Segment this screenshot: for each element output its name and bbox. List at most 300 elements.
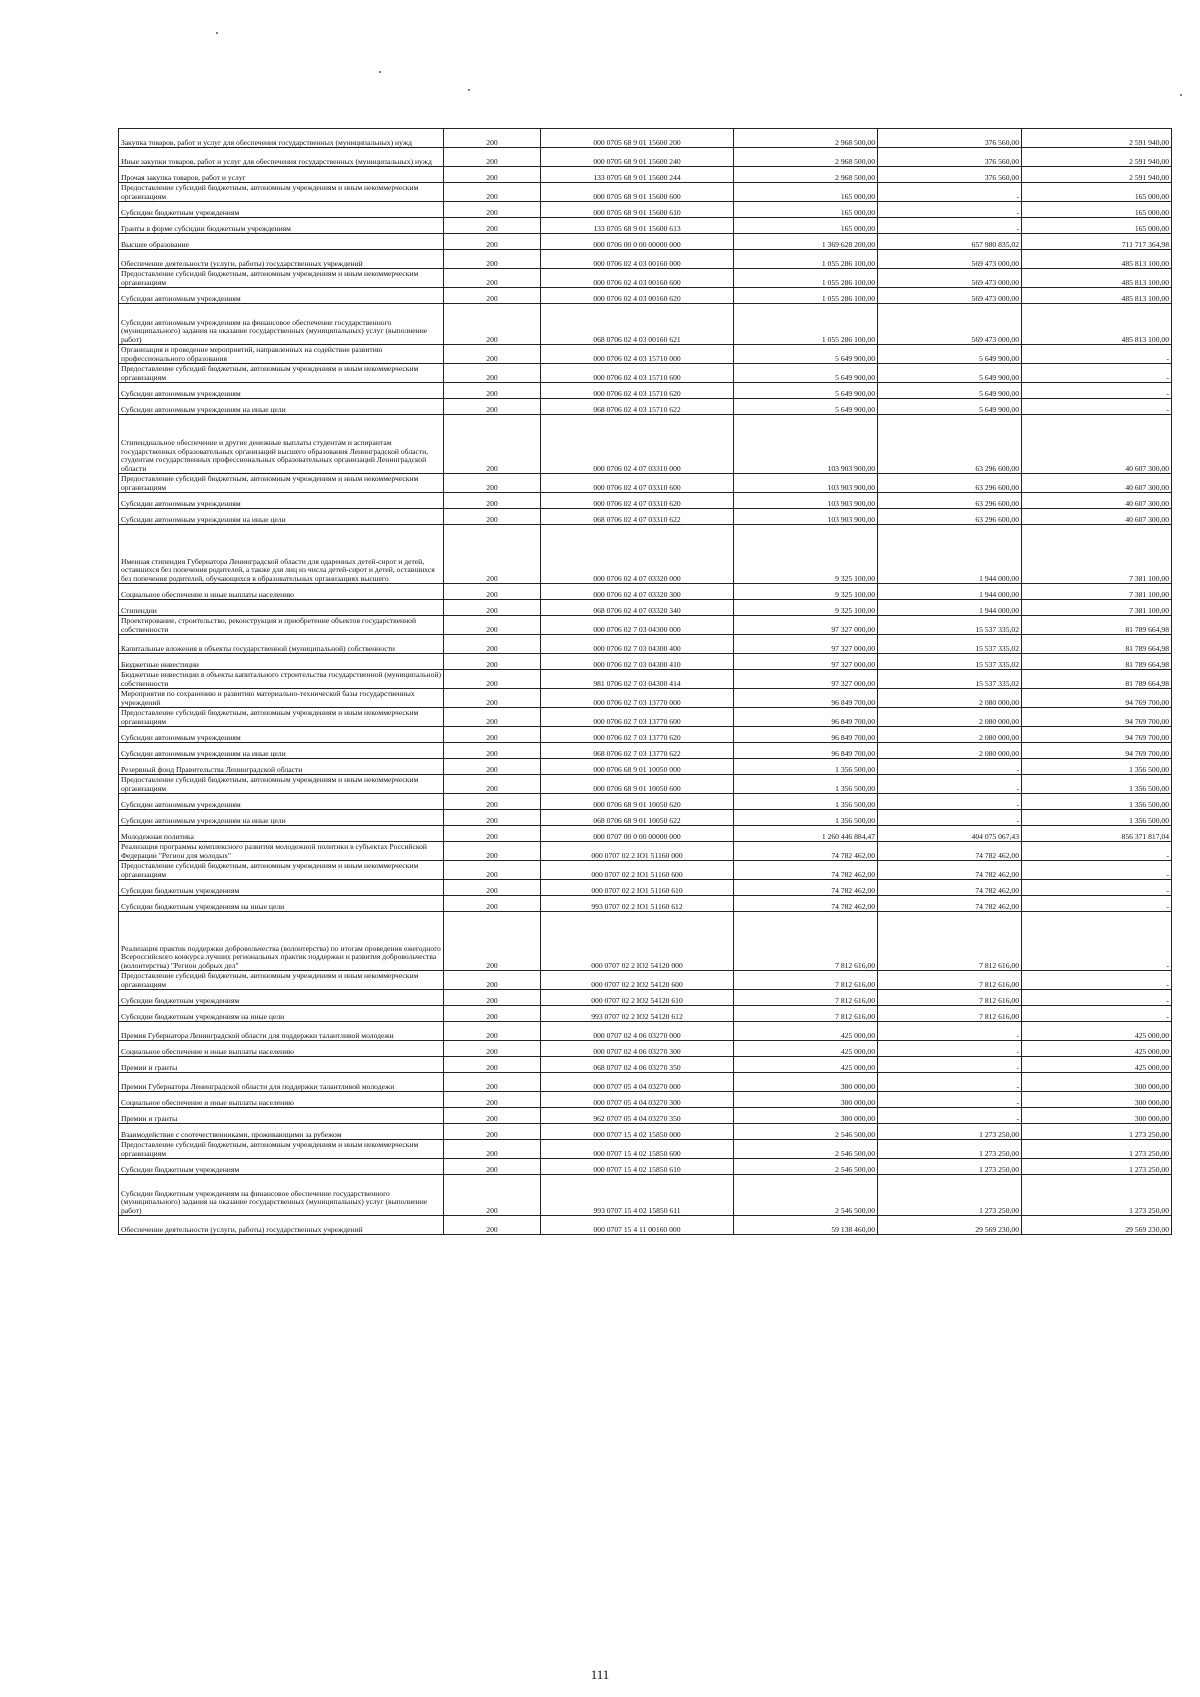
table-row [119, 383, 1172, 399]
row-remaining-cell: 81 789 664,98 [1022, 654, 1172, 670]
row-line-code-cell: 200 [444, 509, 541, 525]
row-remaining-cell: - [1022, 990, 1172, 1006]
table-row [119, 148, 1172, 167]
row-remaining-cell: - [1022, 971, 1172, 990]
table-row [119, 1022, 1172, 1041]
row-name-cell: Премии и гранты [119, 1108, 444, 1124]
row-line-code-cell: 200 [444, 364, 541, 383]
row-name-cell: Предоставление субсидий бюджетным, автономным учреждениям и иным некоммерческим организациям [119, 364, 444, 383]
row-approved-cell: 7 812 616,00 [734, 990, 878, 1006]
row-line-code-cell: 200 [444, 1175, 541, 1216]
row-name-cell: Субсидии автономным учреждениям [119, 383, 444, 399]
table-row [119, 364, 1172, 383]
table-row [119, 708, 1172, 727]
row-budget-code-cell: 000 0706 02 7 03 04300 410 [541, 654, 734, 670]
row-name-cell: Премии Губернатора Ленинградской области для поддержки талантливой молодежи [119, 1073, 444, 1092]
row-approved-cell: 165 000,00 [734, 183, 878, 202]
row-name-cell: Гранты в форме субсидии бюджетным учреждениям [119, 218, 444, 234]
row-approved-cell: 7 812 616,00 [734, 971, 878, 990]
row-executed-cell: 404 075 067,43 [878, 826, 1022, 842]
row-line-code-cell: 200 [444, 183, 541, 202]
row-budget-code-cell: 993 0707 15 4 02 15850 611 [541, 1175, 734, 1216]
row-name-cell: Капитальные вложения в объекты государственной (муниципальной) собственности [119, 635, 444, 654]
row-name-cell: Субсидии бюджетным учреждениям на иные цели [119, 896, 444, 912]
row-executed-cell: 2 080 000,00 [878, 708, 1022, 727]
row-budget-code-cell: 068 0706 02 4 03 00160 621 [541, 304, 734, 345]
row-approved-cell: 7 812 616,00 [734, 912, 878, 971]
row-approved-cell: 1 356 500,00 [734, 759, 878, 775]
row-budget-code-cell: 000 0706 02 7 03 13770 000 [541, 689, 734, 708]
row-approved-cell: 1 055 286 100,00 [734, 269, 878, 288]
row-executed-cell: 5 649 900,00 [878, 383, 1022, 399]
row-name-cell: Субсидии бюджетным учреждениям на финансовое обеспечение государственного (муниципального) задания на оказание государственных (муниципальных) услуг (выполнение работ) [119, 1175, 444, 1216]
row-approved-cell: 2 546 500,00 [734, 1124, 878, 1140]
row-name-cell: Социальное обеспечение и иные выплаты населению [119, 584, 444, 600]
row-executed-cell: - [878, 759, 1022, 775]
row-budget-code-cell: 000 0706 02 4 07 03320 300 [541, 584, 734, 600]
row-approved-cell: 300 000,00 [734, 1092, 878, 1108]
row-name-cell: Закупка товаров, работ и услуг для обеспечения государственных (муниципальных) нужд [119, 129, 444, 148]
row-approved-cell: 2 546 500,00 [734, 1175, 878, 1216]
row-line-code-cell: 200 [444, 1092, 541, 1108]
row-executed-cell: 1 273 250,00 [878, 1175, 1022, 1216]
row-line-code-cell: 200 [444, 1159, 541, 1175]
row-remaining-cell: 29 569 230,00 [1022, 1216, 1172, 1235]
row-line-code-cell: 200 [444, 1041, 541, 1057]
row-budget-code-cell: 000 0707 05 4 04 03270 000 [541, 1073, 734, 1092]
row-budget-code-cell: 068 0706 02 4 07 03320 340 [541, 600, 734, 616]
row-budget-code-cell: 000 0706 00 0 00 00000 000 [541, 234, 734, 250]
row-executed-cell: 15 537 335,02 [878, 654, 1022, 670]
table-row [119, 861, 1172, 880]
row-budget-code-cell: 000 0706 02 4 03 15710 000 [541, 345, 734, 364]
row-name-cell: Субсидии автономным учреждениям на иные цели [119, 399, 444, 415]
row-line-code-cell: 200 [444, 383, 541, 399]
table-row [119, 1006, 1172, 1022]
row-executed-cell: 15 537 335,02 [878, 670, 1022, 689]
row-remaining-cell: 485 813 100,00 [1022, 288, 1172, 304]
row-remaining-cell: 1 273 250,00 [1022, 1124, 1172, 1140]
row-name-cell: Предоставление субсидий бюджетным, автономным учреждениям и иным некоммерческим организациям [119, 1140, 444, 1159]
row-line-code-cell: 200 [444, 1073, 541, 1092]
row-remaining-cell: 1 356 500,00 [1022, 775, 1172, 794]
row-line-code-cell: 200 [444, 584, 541, 600]
row-name-cell: Проектирование, строительство, реконструкция и приобретение объектов государственной собственности [119, 616, 444, 635]
row-budget-code-cell: 000 0707 02 2 IO1 51160 600 [541, 861, 734, 880]
row-executed-cell: 2 080 000,00 [878, 743, 1022, 759]
page-number: 111 [590, 1667, 610, 1682]
table-row [119, 912, 1172, 971]
row-remaining-cell: 2 591 940,00 [1022, 167, 1172, 183]
table-row [119, 525, 1172, 584]
row-remaining-cell: 425 000,00 [1022, 1022, 1172, 1041]
row-executed-cell: 63 296 600,00 [878, 474, 1022, 493]
row-name-cell: Бюджетные инвестиции [119, 654, 444, 670]
row-name-cell: Предоставление субсидий бюджетным, автономным учреждениям и иным некоммерческим организациям [119, 183, 444, 202]
table-row [119, 129, 1172, 148]
row-name-cell: Организация и проведение мероприятий, направленных на содействие развитию профессионального образования [119, 345, 444, 364]
table-row [119, 288, 1172, 304]
row-budget-code-cell: 000 0707 02 2 IO2 54120 610 [541, 990, 734, 1006]
row-budget-code-cell: 962 0707 05 4 04 03270 350 [541, 1108, 734, 1124]
table-row [119, 689, 1172, 708]
row-budget-code-cell: 000 0706 02 4 07 03310 000 [541, 415, 734, 474]
row-executed-cell: 15 537 335,02 [878, 616, 1022, 635]
row-approved-cell: 5 649 900,00 [734, 364, 878, 383]
row-budget-code-cell: 133 0705 68 9 01 15600 613 [541, 218, 734, 234]
row-executed-cell: 1 944 000,00 [878, 584, 1022, 600]
row-budget-code-cell: 000 0706 02 4 07 03310 600 [541, 474, 734, 493]
row-approved-cell: 1 260 446 884,47 [734, 826, 878, 842]
row-line-code-cell: 200 [444, 129, 541, 148]
row-budget-code-cell: 000 0706 02 4 07 03320 000 [541, 525, 734, 584]
row-name-cell: Субсидии бюджетным учреждениям на иные цели [119, 1006, 444, 1022]
row-executed-cell: 5 649 900,00 [878, 399, 1022, 415]
table-row [119, 345, 1172, 364]
row-budget-code-cell: 000 0707 00 0 00 00000 000 [541, 826, 734, 842]
row-remaining-cell: 40 607 300,00 [1022, 509, 1172, 525]
table-row [119, 167, 1172, 183]
row-executed-cell: - [878, 1108, 1022, 1124]
row-approved-cell: 96 849 700,00 [734, 727, 878, 743]
table-row [119, 269, 1172, 288]
row-budget-code-cell: 000 0707 02 2 IO2 54120 000 [541, 912, 734, 971]
row-executed-cell: 63 296 600,00 [878, 415, 1022, 474]
row-executed-cell: 569 473 000,00 [878, 250, 1022, 269]
scan-speck [216, 32, 218, 34]
row-line-code-cell: 200 [444, 743, 541, 759]
row-line-code-cell: 200 [444, 1140, 541, 1159]
row-remaining-cell: 425 000,00 [1022, 1041, 1172, 1057]
row-line-code-cell: 200 [444, 218, 541, 234]
row-line-code-cell: 200 [444, 654, 541, 670]
row-remaining-cell: - [1022, 364, 1172, 383]
row-executed-cell: 1 273 250,00 [878, 1124, 1022, 1140]
table-row [119, 759, 1172, 775]
row-line-code-cell: 200 [444, 971, 541, 990]
row-executed-cell: 63 296 600,00 [878, 509, 1022, 525]
row-remaining-cell: 165 000,00 [1022, 183, 1172, 202]
row-executed-cell: 5 649 900,00 [878, 364, 1022, 383]
row-executed-cell: - [878, 810, 1022, 826]
row-budget-code-cell: 000 0706 68 9 01 10050 600 [541, 775, 734, 794]
row-remaining-cell: 40 607 300,00 [1022, 493, 1172, 509]
row-budget-code-cell: 000 0706 02 4 03 00160 620 [541, 288, 734, 304]
row-remaining-cell: 2 591 940,00 [1022, 129, 1172, 148]
row-executed-cell: - [878, 202, 1022, 218]
row-line-code-cell: 200 [444, 775, 541, 794]
table-row [119, 880, 1172, 896]
table-row [119, 250, 1172, 269]
row-approved-cell: 96 849 700,00 [734, 743, 878, 759]
row-line-code-cell: 200 [444, 727, 541, 743]
scan-speck [379, 71, 381, 73]
row-name-cell: Стипендии [119, 600, 444, 616]
row-budget-code-cell: 000 0707 02 2 IO1 51160 610 [541, 880, 734, 896]
row-executed-cell: - [878, 1073, 1022, 1092]
row-remaining-cell: 1 356 500,00 [1022, 810, 1172, 826]
table-row [119, 727, 1172, 743]
row-remaining-cell: - [1022, 842, 1172, 861]
row-approved-cell: 165 000,00 [734, 202, 878, 218]
row-executed-cell: 74 782 462,00 [878, 861, 1022, 880]
row-remaining-cell: 94 769 700,00 [1022, 727, 1172, 743]
row-name-cell: Взаимодействие с соотечественниками, проживающими за рубежом [119, 1124, 444, 1140]
row-remaining-cell: 1 356 500,00 [1022, 759, 1172, 775]
row-budget-code-cell: 000 0705 68 9 01 15600 610 [541, 202, 734, 218]
row-line-code-cell: 200 [444, 415, 541, 474]
table-row [119, 743, 1172, 759]
row-executed-cell: 1 944 000,00 [878, 600, 1022, 616]
row-line-code-cell: 200 [444, 912, 541, 971]
table-row [119, 493, 1172, 509]
table-row [119, 474, 1172, 493]
table-row [119, 654, 1172, 670]
row-remaining-cell: 94 769 700,00 [1022, 743, 1172, 759]
scan-speck [1180, 94, 1182, 96]
row-remaining-cell: - [1022, 383, 1172, 399]
row-budget-code-cell: 000 0706 02 4 03 15710 620 [541, 383, 734, 399]
row-line-code-cell: 200 [444, 525, 541, 584]
row-line-code-cell: 200 [444, 345, 541, 364]
row-budget-code-cell: 000 0707 02 4 06 03270 300 [541, 1041, 734, 1057]
row-approved-cell: 96 849 700,00 [734, 689, 878, 708]
row-line-code-cell: 200 [444, 896, 541, 912]
row-remaining-cell: 7 381 100,00 [1022, 525, 1172, 584]
row-line-code-cell: 200 [444, 810, 541, 826]
row-executed-cell: - [878, 1057, 1022, 1073]
row-executed-cell: 7 812 616,00 [878, 990, 1022, 1006]
table-row [119, 1057, 1172, 1073]
row-remaining-cell: 94 769 700,00 [1022, 708, 1172, 727]
row-approved-cell: 74 782 462,00 [734, 842, 878, 861]
row-name-cell: Бюджетные инвестиции в объекты капитального строительства государственной (муниципальной) собственности [119, 670, 444, 689]
row-executed-cell: - [878, 775, 1022, 794]
row-name-cell: Социальное обеспечение и иные выплаты населению [119, 1041, 444, 1057]
row-remaining-cell: 1 273 250,00 [1022, 1140, 1172, 1159]
row-remaining-cell: 2 591 940,00 [1022, 148, 1172, 167]
row-line-code-cell: 200 [444, 202, 541, 218]
row-approved-cell: 5 649 900,00 [734, 345, 878, 364]
row-approved-cell: 1 356 500,00 [734, 775, 878, 794]
table-row [119, 1124, 1172, 1140]
row-executed-cell: 15 537 335,02 [878, 635, 1022, 654]
row-remaining-cell: 7 381 100,00 [1022, 600, 1172, 616]
row-executed-cell: 5 649 900,00 [878, 345, 1022, 364]
row-line-code-cell: 200 [444, 826, 541, 842]
row-budget-code-cell: 981 0706 02 7 03 04300 414 [541, 670, 734, 689]
row-approved-cell: 165 000,00 [734, 218, 878, 234]
row-name-cell: Субсидии бюджетным учреждениям [119, 202, 444, 218]
row-budget-code-cell: 133 0705 68 9 01 15600 244 [541, 167, 734, 183]
row-approved-cell: 5 649 900,00 [734, 383, 878, 399]
row-name-cell: Реализация практик поддержки добровольчества (волонтерства) по итогам проведения ежегодного Всероссийского конкурса лучших региональных практик поддержки и развития добровольчества (волонтерства) "Регион добрых дел" [119, 912, 444, 971]
table-row [119, 971, 1172, 990]
row-approved-cell: 103 903 900,00 [734, 509, 878, 525]
row-approved-cell: 300 000,00 [734, 1108, 878, 1124]
row-line-code-cell: 200 [444, 234, 541, 250]
row-name-cell: Предоставление субсидий бюджетным, автономным учреждениям и иным некоммерческим организациям [119, 971, 444, 990]
table-row [119, 794, 1172, 810]
row-executed-cell: - [878, 1041, 1022, 1057]
row-approved-cell: 2 968 500,00 [734, 167, 878, 183]
row-approved-cell: 425 000,00 [734, 1022, 878, 1041]
row-line-code-cell: 200 [444, 1022, 541, 1041]
row-budget-code-cell: 993 0707 02 2 IO2 54120 612 [541, 1006, 734, 1022]
row-line-code-cell: 200 [444, 474, 541, 493]
row-line-code-cell: 200 [444, 616, 541, 635]
row-executed-cell: 569 473 000,00 [878, 304, 1022, 345]
row-executed-cell: 74 782 462,00 [878, 880, 1022, 896]
row-budget-code-cell: 000 0707 15 4 11 00160 000 [541, 1216, 734, 1235]
row-budget-code-cell: 000 0706 02 4 03 00160 000 [541, 250, 734, 269]
row-line-code-cell: 200 [444, 689, 541, 708]
table-row [119, 600, 1172, 616]
row-name-cell: Субсидии бюджетным учреждениям [119, 1159, 444, 1175]
row-line-code-cell: 200 [444, 861, 541, 880]
table-row [119, 415, 1172, 474]
row-remaining-cell: 300 000,00 [1022, 1092, 1172, 1108]
row-remaining-cell: 711 717 364,98 [1022, 234, 1172, 250]
row-name-cell: Субсидии автономным учреждениям [119, 288, 444, 304]
row-executed-cell: 1 273 250,00 [878, 1159, 1022, 1175]
row-name-cell: Субсидии бюджетным учреждениям [119, 880, 444, 896]
row-executed-cell: 7 812 616,00 [878, 912, 1022, 971]
row-approved-cell: 2 546 500,00 [734, 1159, 878, 1175]
row-executed-cell: 1 273 250,00 [878, 1140, 1022, 1159]
table-row [119, 509, 1172, 525]
row-remaining-cell: 165 000,00 [1022, 218, 1172, 234]
row-line-code-cell: 200 [444, 600, 541, 616]
row-budget-code-cell: 000 0707 15 4 02 15850 600 [541, 1140, 734, 1159]
row-remaining-cell: 165 000,00 [1022, 202, 1172, 218]
row-approved-cell: 5 649 900,00 [734, 399, 878, 415]
row-budget-code-cell: 000 0706 02 4 03 00160 600 [541, 269, 734, 288]
row-remaining-cell: 81 789 664,98 [1022, 670, 1172, 689]
row-approved-cell: 2 968 500,00 [734, 148, 878, 167]
row-executed-cell: 376 560,00 [878, 148, 1022, 167]
row-approved-cell: 97 327 000,00 [734, 654, 878, 670]
row-executed-cell: - [878, 1092, 1022, 1108]
row-line-code-cell: 200 [444, 708, 541, 727]
row-name-cell: Субсидии автономным учреждениям на иные цели [119, 509, 444, 525]
row-remaining-cell: 485 813 100,00 [1022, 304, 1172, 345]
table-row [119, 1216, 1172, 1235]
row-executed-cell: - [878, 1022, 1022, 1041]
row-name-cell: Предоставление субсидий бюджетным, автономным учреждениям и иным некоммерческим организациям [119, 269, 444, 288]
table-row [119, 1175, 1172, 1216]
row-executed-cell: 2 080 000,00 [878, 689, 1022, 708]
row-approved-cell: 9 325 100,00 [734, 584, 878, 600]
row-approved-cell: 97 327 000,00 [734, 670, 878, 689]
table-row [119, 990, 1172, 1006]
row-remaining-cell: 40 607 300,00 [1022, 415, 1172, 474]
row-executed-cell: - [878, 218, 1022, 234]
row-executed-cell: 29 569 230,00 [878, 1216, 1022, 1235]
table-row [119, 635, 1172, 654]
row-line-code-cell: 200 [444, 493, 541, 509]
row-executed-cell: 7 812 616,00 [878, 971, 1022, 990]
row-line-code-cell: 200 [444, 842, 541, 861]
row-budget-code-cell: 000 0707 02 2 IO2 54120 600 [541, 971, 734, 990]
table-row [119, 304, 1172, 345]
row-approved-cell: 9 325 100,00 [734, 600, 878, 616]
row-approved-cell: 7 812 616,00 [734, 1006, 878, 1022]
row-approved-cell: 1 356 500,00 [734, 794, 878, 810]
row-approved-cell: 1 055 286 100,00 [734, 250, 878, 269]
row-line-code-cell: 200 [444, 148, 541, 167]
row-remaining-cell: - [1022, 896, 1172, 912]
table-row [119, 810, 1172, 826]
row-line-code-cell: 200 [444, 670, 541, 689]
row-budget-code-cell: 068 0706 68 9 01 10050 622 [541, 810, 734, 826]
row-budget-code-cell: 000 0705 68 9 01 15600 600 [541, 183, 734, 202]
row-remaining-cell: 81 789 664,98 [1022, 635, 1172, 654]
row-budget-code-cell: 000 0706 02 7 03 13770 600 [541, 708, 734, 727]
row-approved-cell: 300 000,00 [734, 1073, 878, 1092]
row-name-cell: Мероприятия по сохранению и развитию материально-технической базы государственных учреждений [119, 689, 444, 708]
table-row [119, 399, 1172, 415]
row-approved-cell: 103 903 900,00 [734, 415, 878, 474]
row-name-cell: Субсидии автономным учреждениям на иные цели [119, 743, 444, 759]
row-budget-code-cell: 000 0707 02 2 IO1 51160 000 [541, 842, 734, 861]
row-budget-code-cell: 068 0706 02 7 03 13770 622 [541, 743, 734, 759]
row-budget-code-cell: 000 0706 02 7 03 04300 000 [541, 616, 734, 635]
row-remaining-cell: - [1022, 861, 1172, 880]
row-remaining-cell: 856 371 817,04 [1022, 826, 1172, 842]
row-remaining-cell: - [1022, 345, 1172, 364]
table-row [119, 775, 1172, 794]
table-row [119, 218, 1172, 234]
row-remaining-cell: - [1022, 399, 1172, 415]
row-remaining-cell: 40 607 300,00 [1022, 474, 1172, 493]
row-executed-cell: - [878, 183, 1022, 202]
row-remaining-cell: - [1022, 1006, 1172, 1022]
row-remaining-cell: 300 000,00 [1022, 1108, 1172, 1124]
row-remaining-cell: 1 273 250,00 [1022, 1175, 1172, 1216]
row-name-cell: Премия Губернатора Ленинградской области для поддержки талантливой молодежи [119, 1022, 444, 1041]
row-remaining-cell: 1 356 500,00 [1022, 794, 1172, 810]
row-name-cell: Субсидии автономным учреждениям на иные цели [119, 810, 444, 826]
row-name-cell: Премии и гранты [119, 1057, 444, 1073]
row-executed-cell: 569 473 000,00 [878, 269, 1022, 288]
row-name-cell: Субсидии автономным учреждениям [119, 727, 444, 743]
row-approved-cell: 59 138 460,00 [734, 1216, 878, 1235]
row-remaining-cell: 1 273 250,00 [1022, 1159, 1172, 1175]
row-line-code-cell: 200 [444, 250, 541, 269]
table-row [119, 896, 1172, 912]
row-name-cell: Предоставление субсидий бюджетным, автономным учреждениям и иным некоммерческим организациям [119, 775, 444, 794]
row-executed-cell: 1 944 000,00 [878, 525, 1022, 584]
row-executed-cell: - [878, 794, 1022, 810]
row-name-cell: Иные закупки товаров, работ и услуг для обеспечения государственных (муниципальных) нужд [119, 148, 444, 167]
row-remaining-cell: - [1022, 912, 1172, 971]
row-approved-cell: 74 782 462,00 [734, 861, 878, 880]
row-approved-cell: 2 546 500,00 [734, 1140, 878, 1159]
row-approved-cell: 97 327 000,00 [734, 635, 878, 654]
table-row [119, 1159, 1172, 1175]
row-approved-cell: 9 325 100,00 [734, 525, 878, 584]
row-approved-cell: 74 782 462,00 [734, 880, 878, 896]
row-name-cell: Высшее образование [119, 234, 444, 250]
row-budget-code-cell: 068 0706 02 4 03 15710 622 [541, 399, 734, 415]
row-budget-code-cell: 000 0706 02 7 03 13770 620 [541, 727, 734, 743]
table-row [119, 1041, 1172, 1057]
row-budget-code-cell: 000 0707 02 4 06 03270 000 [541, 1022, 734, 1041]
table-row [119, 1140, 1172, 1159]
row-approved-cell: 1 369 628 200,00 [734, 234, 878, 250]
row-line-code-cell: 200 [444, 1006, 541, 1022]
